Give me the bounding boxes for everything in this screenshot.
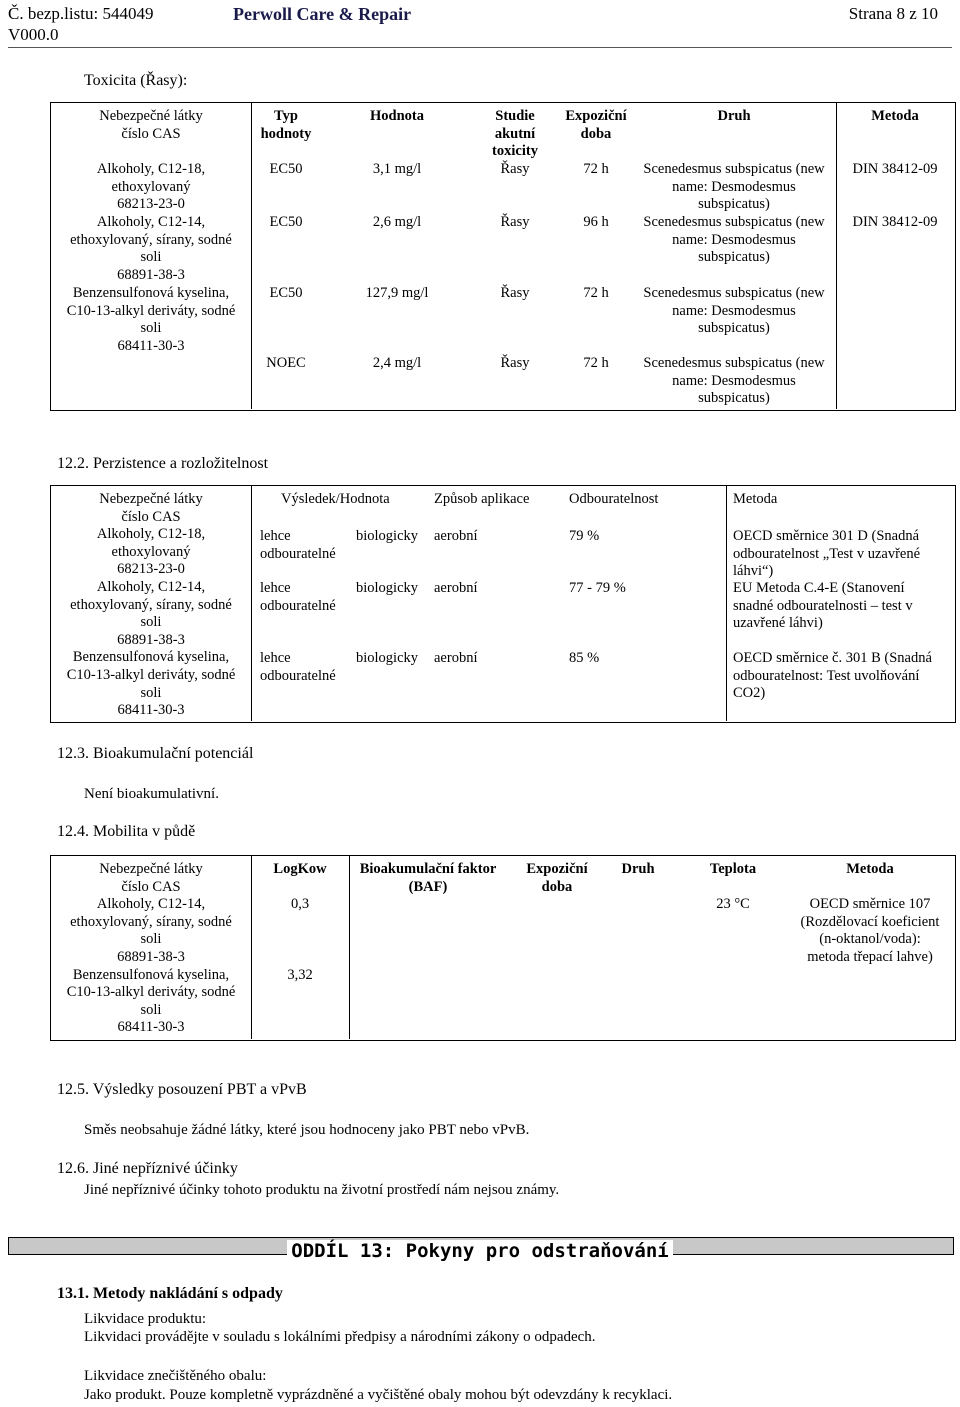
mobility-substances: Nebezpečné látky číslo CAS Alkoholy, C12-14, ethoxylovaný, sírany, sodné soli 68891-38-3 Benzensulfonová kyselina, C10-13-alkyl deriváty, sodné soli 68411-30-3 [66, 861, 236, 1036]
page-number: Strana 8 z 10 [848, 4, 938, 23]
toxicity-header-value: Hodnota [370, 108, 424, 124]
toxicity-substance-3: Benzensulfonová kyselina, C10-13-alkyl deriváty, sodné soli 68411-30-3 [66, 285, 236, 354]
mobility-title: 12.4. Mobilita v půdě [57, 823, 196, 840]
persistence-header-application: Způsob aplikace [434, 491, 530, 507]
bioaccumulation-title: 12.3. Bioakumulační potenciál [57, 745, 254, 762]
version: V000.0 [8, 25, 59, 44]
pbt-title: 12.5. Výsledky posouzení PBT a vPvB [57, 1081, 307, 1098]
toxicity-substance-2: Alkoholy, C12-14, ethoxylovaný, sírany, sodné soli 68891-38-3 [70, 214, 232, 283]
packaging-disposal-text: Jako produkt. Pouze kompletně vyprázdněné a vyčištěné obaly mohou být odevzdány k recyklaci. [84, 1387, 673, 1403]
product-disposal-text: Likvidaci provádějte v souladu s lokálními předpisy a národními zákony o odpadech. [84, 1329, 596, 1345]
mobility-header-exposure: Expoziční doba [526, 861, 588, 895]
toxicity-header-study: Studie akutní toxicity [492, 108, 538, 160]
table-divider [836, 102, 837, 409]
mobility-header-baf: Bioakumulační faktor (BAF) [359, 861, 497, 895]
table-divider [251, 485, 252, 721]
persistence-header-method: Metoda [733, 491, 778, 507]
other-effects-text: Jiné nepříznivé účinky tohoto produktu na životní prostředí nám nejsou známy. [84, 1182, 560, 1198]
toxicity-title: Toxicita (Řasy): [84, 72, 188, 89]
packaging-disposal-label: Likvidace znečištěného obalu: [84, 1368, 267, 1384]
table-divider [251, 855, 252, 1039]
document-title: Perwoll Care & Repair [233, 4, 412, 24]
toxicity-header-type: Typ hodnoty [260, 108, 312, 142]
toxicity-substance-1: Alkoholy, C12-18, ethoxylovaný 68213-23-0 [96, 161, 206, 213]
sheet-number: Č. bezp.listu: 544049 [8, 4, 154, 23]
bioaccumulation-text: Není bioakumulativní. [84, 786, 219, 802]
persistence-header-degradability: Odbouratelnost [569, 491, 659, 507]
pbt-text: Směs neobsahuje žádné látky, které jsou hodnoceny jako PBT nebo vPvB. [84, 1122, 530, 1138]
mobility-header-species: Druh [621, 861, 655, 877]
table-divider [726, 485, 727, 721]
other-effects-title: 12.6. Jiné nepříznivé účinky [57, 1160, 238, 1177]
section-13-heading: ODDÍL 13: Pokyny pro odstraňování [0, 1240, 960, 1262]
persistence-substances: Nebezpečné látky číslo CAS Alkoholy, C12-18, ethoxylovaný 68213-23-0 Alkoholy, C12-14, ethoxylovaný, sírany, sodné soli 68891-38-3 Benzensulfonová kyselina, C10-13-alkyl deriváty, sodné soli 68411-30-3 [66, 491, 236, 719]
toxicity-header-exposure: Expoziční doba [565, 108, 627, 142]
header-divider [8, 47, 952, 48]
persistence-header-result: Výsledek/Hodnota [281, 491, 390, 507]
mobility-header-logkow: LogKow [273, 861, 327, 877]
mobility-header-temperature: Teplota [709, 861, 757, 877]
table-divider [349, 855, 350, 1039]
disposal-methods-title: 13.1. Metody nakládání s odpady [57, 1285, 283, 1302]
toxicity-header-species: Druh [717, 108, 751, 124]
persistence-title: 12.2. Perzistence a rozložitelnost [57, 455, 269, 472]
toxicity-header-substance: Nebezpečné látky číslo CAS [99, 108, 203, 142]
table-divider [251, 102, 252, 409]
mobility-header-method: Metoda [846, 861, 894, 877]
toxicity-header-method: Metoda [871, 108, 919, 124]
product-disposal-label: Likvidace produktu: [84, 1311, 207, 1327]
